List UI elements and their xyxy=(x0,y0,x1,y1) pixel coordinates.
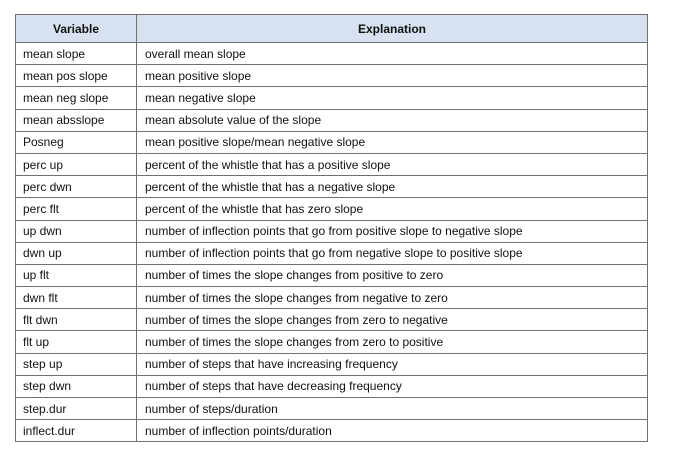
variable-cell: mean absslope xyxy=(16,109,137,131)
variable-cell: flt up xyxy=(16,331,137,353)
table-row xyxy=(16,65,648,87)
table-row xyxy=(16,109,648,131)
explanation-cell: percent of the whistle that has a positive slope xyxy=(137,153,648,175)
variable-cell: flt dwn xyxy=(16,309,137,331)
explanation-cell: number of steps that have increasing frequency xyxy=(137,353,648,375)
explanation-cell: number of times the slope changes from zero to negative xyxy=(137,309,648,331)
table-row xyxy=(16,87,648,109)
explanation-cell: number of inflection points that go from negative slope to positive slope xyxy=(137,242,648,264)
variable-cell: up dwn xyxy=(16,220,137,242)
variable-cell: perc up xyxy=(16,153,137,175)
table-row xyxy=(16,398,648,420)
table-row xyxy=(16,153,648,175)
explanation-cell: number of times the slope changes from zero to positive xyxy=(137,331,648,353)
variable-cell: step dwn xyxy=(16,375,137,397)
table-row xyxy=(16,220,648,242)
explanation-cell: number of steps that have decreasing frequency xyxy=(137,375,648,397)
table-row xyxy=(16,331,648,353)
variable-cell: dwn flt xyxy=(16,287,137,309)
variable-table-container xyxy=(15,14,647,442)
table-row xyxy=(16,353,648,375)
table-row xyxy=(16,264,648,286)
table-body xyxy=(16,43,648,442)
variable-cell: mean pos slope xyxy=(16,65,137,87)
explanation-cell: number of steps/duration xyxy=(137,398,648,420)
explanation-cell: mean positive slope xyxy=(137,65,648,87)
variable-cell: inflect.dur xyxy=(16,420,137,442)
explanation-cell: number of inflection points that go from positive slope to negative slope xyxy=(137,220,648,242)
variable-cell: mean neg slope xyxy=(16,87,137,109)
table-row xyxy=(16,420,648,442)
variable-cell: up flt xyxy=(16,264,137,286)
explanation-cell: mean absolute value of the slope xyxy=(137,109,648,131)
table-row xyxy=(16,375,648,397)
explanation-cell: mean positive slope/mean negative slope xyxy=(137,131,648,153)
explanation-cell: number of times the slope changes from negative to zero xyxy=(137,287,648,309)
header-explanation: Explanation xyxy=(137,15,648,43)
variable-cell: dwn up xyxy=(16,242,137,264)
table-row xyxy=(16,176,648,198)
table-row xyxy=(16,309,648,331)
variable-cell: perc flt xyxy=(16,198,137,220)
variable-cell: perc dwn xyxy=(16,176,137,198)
table-row xyxy=(16,287,648,309)
explanation-cell: overall mean slope xyxy=(137,43,648,65)
table-header-row xyxy=(16,15,648,43)
table-row xyxy=(16,242,648,264)
variable-cell: step.dur xyxy=(16,398,137,420)
explanation-cell: number of inflection points/duration xyxy=(137,420,648,442)
explanation-cell: number of times the slope changes from positive to zero xyxy=(137,264,648,286)
variable-explanation-table xyxy=(15,14,648,442)
header-variable: Variable xyxy=(16,15,137,43)
explanation-cell: percent of the whistle that has a negative slope xyxy=(137,176,648,198)
variable-cell: mean slope xyxy=(16,43,137,65)
explanation-cell: mean negative slope xyxy=(137,87,648,109)
table-row xyxy=(16,198,648,220)
variable-cell: Posneg xyxy=(16,131,137,153)
variable-cell: step up xyxy=(16,353,137,375)
explanation-cell: percent of the whistle that has zero slope xyxy=(137,198,648,220)
table-row xyxy=(16,43,648,65)
table-row xyxy=(16,131,648,153)
